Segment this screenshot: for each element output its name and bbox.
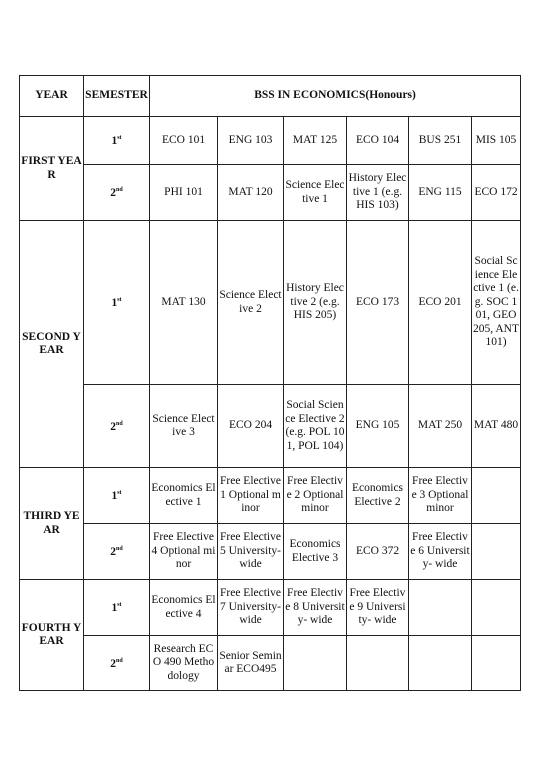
course-cell: ENG 103 <box>218 117 284 165</box>
semester-label: 1st <box>84 221 150 385</box>
course-cell: ECO 372 <box>347 524 409 580</box>
course-cell: MAT 250 <box>409 385 472 468</box>
table-row <box>20 165 521 221</box>
course-cell: MAT 130 <box>150 221 218 385</box>
course-cell: Science Elective 1 <box>284 165 347 221</box>
table-row <box>20 580 521 636</box>
course-cell: ECO 101 <box>150 117 218 165</box>
course-cell: Senior Seminar ECO495 <box>218 636 284 691</box>
course-cell: ENG 105 <box>347 385 409 468</box>
course-cell: Economics Elective 4 <box>150 580 218 636</box>
course-cell: MIS 105 <box>472 117 521 165</box>
course-cell: ECO 201 <box>409 221 472 385</box>
course-cell: Free Elective 2 Optional minor <box>284 468 347 524</box>
semester-label: 1st <box>84 117 150 165</box>
course-cell <box>409 580 472 636</box>
course-cell: Economics Elective 2 <box>347 468 409 524</box>
year-label: THIRD YEAR <box>20 468 84 580</box>
semester-header: SEMESTER <box>84 76 150 117</box>
course-cell <box>409 636 472 691</box>
course-cell: ECO 204 <box>218 385 284 468</box>
semester-label: 2nd <box>84 524 150 580</box>
course-cell: History Elective 1 (e.g. HIS 103) <box>347 165 409 221</box>
table-row <box>20 385 521 468</box>
semester-label: 2nd <box>84 636 150 691</box>
curriculum-table <box>19 75 521 691</box>
course-cell: Science Elective 2 <box>218 221 284 385</box>
course-cell: Science Elective 3 <box>150 385 218 468</box>
course-cell <box>472 524 521 580</box>
course-cell: Free Elective 7 University- wide <box>218 580 284 636</box>
course-cell <box>347 636 409 691</box>
year-label: FIRST YEAR <box>20 117 84 221</box>
course-cell: ECO 173 <box>347 221 409 385</box>
program-header: BSS IN ECONOMICS(Honours) <box>150 76 521 117</box>
course-cell: Free Elective 3 Optional minor <box>409 468 472 524</box>
course-cell: Free Elective 8 University- wide <box>284 580 347 636</box>
course-cell: Free Elective 9 University- wide <box>347 580 409 636</box>
header-row <box>20 76 521 117</box>
year-label: SECOND YEAR <box>20 221 84 468</box>
table-row <box>20 524 521 580</box>
course-cell: Social Science Elective 1 (e.g. SOC 101, GEO 205, ANT 101) <box>472 221 521 385</box>
course-cell: Social Science Elective 2 (e.g. POL 101, POL 104) <box>284 385 347 468</box>
course-cell: Free Elective 1 Optional minor <box>218 468 284 524</box>
course-cell: Research ECO 490 Methodology <box>150 636 218 691</box>
course-cell: History Elective 2 (e.g. HIS 205) <box>284 221 347 385</box>
table-row <box>20 221 521 385</box>
course-cell <box>284 636 347 691</box>
semester-label: 2nd <box>84 165 150 221</box>
course-cell: ECO 104 <box>347 117 409 165</box>
course-cell <box>472 580 521 636</box>
table-row <box>20 117 521 165</box>
course-cell: MAT 125 <box>284 117 347 165</box>
course-cell <box>472 468 521 524</box>
table-row <box>20 468 521 524</box>
course-cell <box>472 636 521 691</box>
semester-label: 1st <box>84 580 150 636</box>
course-cell: ENG 115 <box>409 165 472 221</box>
semester-label: 1st <box>84 468 150 524</box>
semester-label: 2nd <box>84 385 150 468</box>
course-cell: Free Elective 4 Optional minor <box>150 524 218 580</box>
course-cell: Economics Elective 1 <box>150 468 218 524</box>
course-cell: ECO 172 <box>472 165 521 221</box>
year-label: FOURTH YEAR <box>20 580 84 691</box>
course-cell: Economics Elective 3 <box>284 524 347 580</box>
course-cell: Free Elective 5 University- wide <box>218 524 284 580</box>
course-cell: Free Elective 6 University- wide <box>409 524 472 580</box>
table-row <box>20 636 521 691</box>
year-header: YEAR <box>20 76 84 117</box>
course-cell: PHI 101 <box>150 165 218 221</box>
course-cell: BUS 251 <box>409 117 472 165</box>
course-cell: MAT 480 <box>472 385 521 468</box>
course-cell: MAT 120 <box>218 165 284 221</box>
